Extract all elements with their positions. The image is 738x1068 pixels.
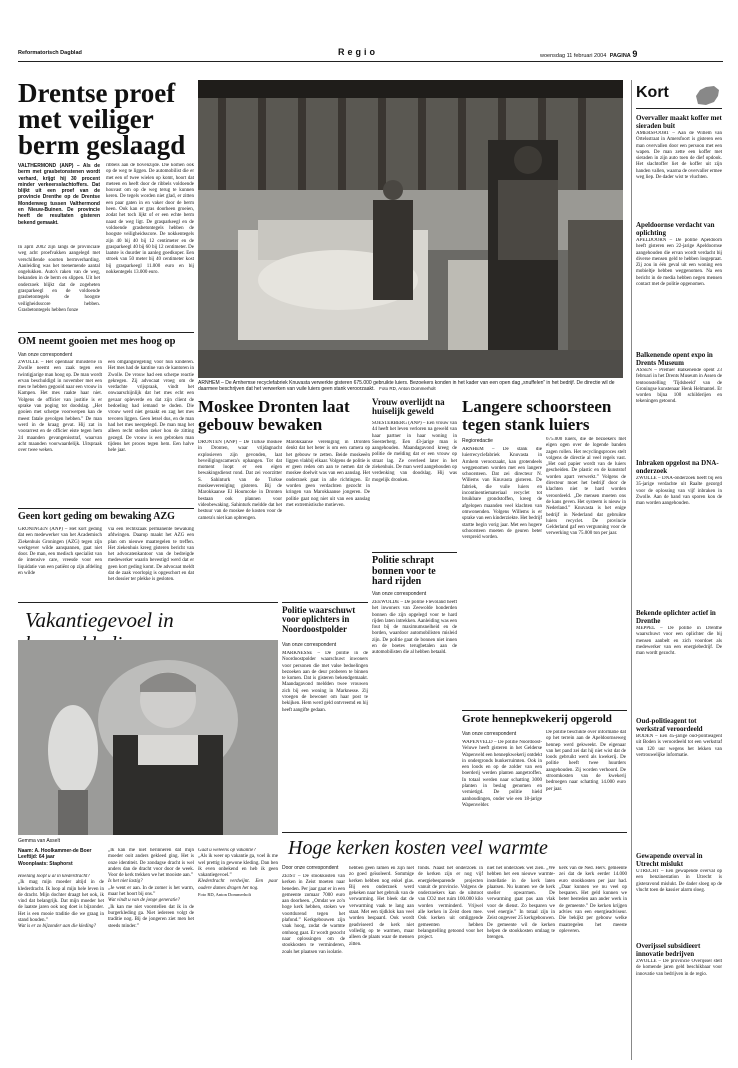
masthead-section: Regio bbox=[338, 47, 379, 57]
photo-caption-text: ARNHEM – De Arnhemse recyclefabriek Knuvasta verwerkte gisteren 675.000 gebruikte luiers. Bezoekers konden in het kader van een open dag „snuffelen” in het bedrijf. De directie wil de daarmee beschrijven dat het verwerken van vuile luiers geen stank veroorzaakt. bbox=[198, 380, 615, 392]
kort-item bbox=[636, 351, 722, 456]
masthead-rule bbox=[18, 61, 723, 62]
kort-item bbox=[636, 114, 722, 218]
kort-item-body: ZWOLLE – DNA-onderzoek heeft bij een 35-jarige verdachte uit Raalte gezorgd voor de oplossing van vijf inbraken in Zwolle. Aan de hand van sporen kon de man worden aangehouden. bbox=[636, 476, 722, 507]
moskee-headline: Moskee Dronten laat gebouw bewaken bbox=[198, 397, 350, 434]
kort-item bbox=[636, 459, 722, 606]
vakantie-q1: Hoelang loopt u al in klederdracht? bbox=[18, 874, 90, 879]
vakantie-q2: Wat is er zo bijzonder aan die kleding? bbox=[18, 924, 97, 930]
hoge-source: Door onze correspondent bbox=[282, 865, 339, 871]
kort-list bbox=[636, 111, 722, 1061]
photo-luierfabriek-caption bbox=[198, 380, 623, 393]
schoorsteen-col2: 675.000 luiers, die de bezoekers met eigen ogen over de logende banden zagen rollen. Het recyclingsproces stelt volgens de directie al veel regels vast. „Het oud papier wordt van de luiers gescheiden. De plastic en de kunststof worden apart verwerkt.” Volgens de directeur moet het bedrijf door de klachten niet te hard worden veroordeeld. „De mensen moeten ons de kans geven. Het systeem is nieuw in Nederland.” Knuvasta is het enige bedrijf in Nederland dat gebruikte luiers recyclet. De provincie Gelderland gaf een vergunning voor de verwerking van 75.000 ton per jaar. bbox=[546, 437, 626, 537]
waarschuwt-headline: Politie waarschuwt voor oplichters in Noordoostpolder bbox=[282, 605, 356, 634]
kort-item-body: UTRECHT – Een gewapende overval op een benzinestation in Utrecht is gisteravond mislukt. De dader sloeg op de vlucht toen de kassier alarm sloeg. bbox=[636, 869, 722, 893]
vrouw-body: SOESTERBERG (ANP) – Een vrouw van 44 heeft het leven verloren na geweld van haar partner in haar woning in Soesterberg. Een 43-jarige man is aangehouden. Maandagavond kreeg de politie de melding dat er een vrouw op straat lag. Ze overleed later in het ziekenhuis. De man werd aangehouden op verdenking van doodslag. Hij was mogelijk dronken. bbox=[372, 421, 457, 483]
kort-item bbox=[636, 609, 722, 714]
vakantie-a1: „Ik mag mijn moeder altijd in de klederdracht. Ik loop al mijn hele leven in de dracht. Mijn dochter draagt het ook, ik vind dat belangrijk. Dat mijn moeder het de laatste jaren ook nog doet is bijzonder. Het is een mooie traditie die we graag in stand houden.” bbox=[18, 880, 104, 924]
vakantie-q4: Wat vindt u van de jonge generatie? bbox=[108, 898, 181, 904]
photo-vrouw-klederdracht bbox=[18, 640, 278, 835]
kort-item-head: Overijssel subsidieert innovatie bedrijven bbox=[636, 942, 701, 958]
waarschuwt-source: Van onze correspondent bbox=[282, 642, 337, 648]
azg-col1: GRONINGEN (ANP) – Het kort geding dat een medewerker van het Academisch Ziekenhuis Groningen (AZG) tegen zijn werkgever wilde aanspannen, gaat niet door. De man, een medisch specialist van de intensive care, vreesde voor een liquidatie van een patiënt op zijn afdeling en wilde bbox=[18, 527, 102, 577]
vakantie-source-note: Klederdracht verdwijnt. Een paar oudere dames dragen het nog. bbox=[198, 879, 278, 891]
hennep-col2: De politie beschikte over informatie dat op het terrein aan de Apeldoornseweg hennep werd gekweekt. De eigenaar van het pand zei dat hij niet wist dat de loods gebruikt werd als kwekerij. De politie heeft twee huurders aangehouden. Zij worden verhoord. De stroomkosten van de kwekerij bedroegen naar schatting 14.000 euro per jaar. bbox=[546, 730, 626, 792]
schoorsteen-col1: ARNHEM – De stank die luierrecyclefabriek Knuvasta in Arnhem veroorzaakt, kan grotendeels weggenomen worden met een langere schoorsteen. Dat zei directeur N. Willems van Knuvasta gisteren. De fabriek, die vuile luiers en incontinentiemateriaal recyclet tot bruikbare grondstoffen, kreeg de afgelopen maanden veel klachten van omwonenden. Volgens Willems is er sprake van een kinderziekte. Het bedrijf startte begin vorig jaar. Met een hogere schoorsteen moeten de geuren beter verspreid worden. bbox=[462, 447, 542, 541]
azg-headline: Geen kort geding om bewaking AZG bbox=[18, 511, 175, 522]
hoge-headline: Hoge kerken kosten veel warmte bbox=[288, 837, 548, 859]
om-headline: OM neemt gooien met mes hoog op bbox=[18, 336, 176, 347]
netherlands-map-icon bbox=[692, 84, 722, 106]
hoge-col2: hebben geen ramen en zijn niet zo goed geïsoleerd. Sommige kerken hebben nog enkel glas. Bij een onderzoek werd gekeken naar het gebruik van de verwarming. Het bleek dat de verwarming vaak te lang aan staat. Met een tijdklok kan veel worden bespaard. Ook wordt geadviseerd de kerk niet volledig op te warmen, maar alleen de plaats waar de mensen zitten. bbox=[349, 866, 414, 947]
hennep-col1: WAPENVELD – De politie Noordoost-Veluwe heeft gisteren in het Gelderse Wapenveld een hennepkwekerij ontdekt in ondergronds bunkerruimten. Ook in een loods en op de zolder van een boerderij werden planten aangetroffen. In totaal werden naar schatting 3000 planten in beslag genomen en vernietigd. De politie hield aanhoudingen, onder wie een 18-jarige Wapenvelder. bbox=[462, 740, 542, 808]
schrapt-headline: Politie schrapt bonnen voor te hard rijden bbox=[372, 555, 436, 587]
photo-credit: Foto RD, Anton Dommerholt bbox=[379, 386, 436, 391]
om-col2: een omgangsregeling voor hun kinderen. Het mes had de kantine van de kantoren in Zwolle. De vrouw had een scherpe reactie gekregen. Zij advocaat vroeg om de verdachte vrijspraak, vindt het onwaarschijnlijk dat het mes echt een gevaar opleverde en dat zijn client de bedoeling had iemand te doden. Die vrouw werd niet geraakt en zag het mes tevoren liggen. Geen letsel dus, en de man had het mes neergelegd. De man mag het alleen recht stellen zeker hou de zitting gezegd. De vrouw is een gebroken man tijdens het proces tegen hem. Een halve hele jaar. bbox=[108, 360, 194, 454]
kort-item-head: Oud-politieagent tot werkstraf veroordeeld bbox=[636, 717, 703, 733]
kort-item-body: AMERSFOORT – Aan de Willem van Ortelsstraat in Amersfoort is gisteren een man overvallen door een persoon met een wapen. De man zette een koffer met sieraden in zijn auto toen de dief opdook. Het slachtoffer liet de koffer uit zijn handen vallen, waarna de overvaller ermee weg liep. De dader wist te vluchten. bbox=[636, 131, 722, 181]
om-col1: ZWOLLE – Het openbaar ministerie in Zwolle neemt een zaak tegen een twintigjarige man hoog op. De man wordt ervan beschuldigd in november met een mes te hebben gegooid naar een vrouw in Kampen. Het mes raakte haar niet. Volgens de officier van justitie is er sprake van poging tot doodslag. „Het gooien met scherpe voorwerpen kan de meest fatale gevolgen hebben.” De man werd in de kraag gevat. Hij zat in voorarrest en de officier eiste tegen hem 24 maanden gevangenisstraf, waarvan acht maanden voorwaardelijk. Uitspraak over twee weken. bbox=[18, 360, 102, 454]
kort-item bbox=[636, 717, 722, 849]
vakantie-name: Naam: A. Hoolkammer-de Boer bbox=[18, 848, 92, 854]
vakantie-place: Woonplaats: Staphorst bbox=[18, 860, 73, 867]
azg-col2: via een rechtszaak permanente bewaking afdwingen. Daarop maakt het AZG een plan om nieuwe maatregelen te treffen. Het ziekenhuis kreeg gisteren bericht van het advocatenkantoor van de bedreigde medewerker waarin bevestigd werd dat er geen kort geding komt. De advocaat meldt dat de zaak voorlopig is opgeschort en dat het dossier ter plekke is gesloten. bbox=[108, 527, 194, 583]
main-col2: ribbels aan de bovenzijde. Die komen ook op de weg te liggen. De automobilist die er met een of twee wielen op komt, hoort dat meteen en heeft door de ribbels voldoende houvast om op de weg terug te kunnen keren. De tegels worden niet glad, er zitten een paar gaten in en vaker door de berm heen. Ook kan er gras doorheen groeien, zodat het toch lijkt of er een echte berm naast de weg ligt. De grasparkeegl en de voldoende grasbetontegels hebben de hoogste veiligheidsscore. De nokkentegels zijn 40 bij 40 bij 12 centimeter en de grasparkeegl 40 bij 60 bij 12 centimeter. De laatste is duurder in aanleg goedkoper. Een stroek van 50 meter bij 40 centimeter kost bij grasparkeegl 11.000 euro en bij nokkentegels 13.000 euro. bbox=[106, 163, 194, 276]
photo-luierfabriek-image bbox=[198, 80, 623, 378]
kort-title: Kort bbox=[636, 84, 669, 101]
masthead-paper: Reformatorisch Dagblad bbox=[18, 50, 82, 56]
schrapt-source: Van onze correspondent bbox=[372, 591, 427, 597]
rule-om bbox=[18, 332, 194, 333]
vakantie-photo-credit: Gemma van Asselt bbox=[18, 838, 60, 844]
main-headline: Drentse proef met veiliger berm geslaagd bbox=[18, 78, 186, 160]
kort-item-body: ASSEN – Premier Balkenende opent 23 februari in het Drents Museum in Assen de tentoonstelling 'Tijdsbeeld' van de Groningse kunstenaar Henk Helmantel. Er worden bijna 100 schilderijen en tekeningen getoond. bbox=[636, 368, 722, 405]
moskee-col2: Marokkaanse vereniging in Dronten denkt dat het beter is om een camera op het gebouw te zetten. Beide moskeeën liggen vlakbij elkaar. Volgens de politie is er geen reden om aan te nemen dat de moskee doelwit was van een aanslag. Het onderzoek gaat in alle richtingen. Er worden geen verdachten gezocht in kringen van Marokkaanse jongeren. De politie gaat nog niet uit van een aanslag met extremistische motieven. bbox=[286, 440, 370, 508]
hennep-headline: Grote hennepkwekerij opgerold bbox=[462, 713, 612, 725]
vakantie-col2 bbox=[108, 848, 194, 1058]
rule-kort-top bbox=[636, 108, 722, 109]
main-lead: VALTHERMOND (ANP) – Als de berm met grasbetonstenen wordt verhard, krijgt hij 30 procent minder verkeersslachtoffers. Dat blijkt uit een proef van de provincie Drenthe op de Drentse Mondenweg tussen Valthermond en Nieuw-Buinen. De provincie heeft de resultaten gisteren bekend gemaakt. bbox=[18, 163, 100, 226]
kort-item-body: APELDOORN – De politie Apeldoorn heeft gisteren een 22-jarige Apeldoornse aangehouden die ervan wordt verdacht bij diverse mensen geld te hebben losgepraat. Zij zou in één geval uit een woning een mobieltje hebben weggenomen. Na een bericht in de media hebben negen mensen contact met de politie opgenomen. bbox=[636, 238, 722, 288]
masthead-date-block bbox=[540, 49, 637, 59]
rule-schrapt bbox=[372, 552, 457, 553]
hoge-col4: niet het onderzoek wel zien. „We hebben het een nieuwe warmte-instellatie in de kerk laten plaatsen. Nu kunnen we de kerk sneller opwarmen. De verwarming gaat pas aan vlak voor de dienst. Zo besparen we veel energie.” In totaal zijn in Zeist ongeveer 25 kerkgebouwen. De gemeente wil de kerken helpen de stookkosten omlaag te brengen. bbox=[487, 866, 555, 941]
vakantie-age: Leeftijd: 64 jaar bbox=[18, 854, 55, 861]
vakantie-headline: Vakantiegevoel in bbox=[25, 608, 174, 632]
rule-waarschuwt bbox=[282, 602, 368, 603]
schoorsteen-headline: Langere schoorsteen tegen stank luiers bbox=[462, 397, 612, 434]
vakantie-credit: Foto RD, Anton Dommerholt bbox=[198, 892, 252, 898]
kort-item bbox=[636, 942, 722, 1049]
waarschuwt-body: MARKNESSE – De politie in de Noordoostpolder waarschuwt inwoners voor personen die met valse bedoelingen bezoeken aan de deur proberen te binnen te komen. Dat is gisteren bekendgemaakt. Maandagavond meldden twee vrouwen zich bij een woning in Marknesse. Zij vroegen de bewoner om haar post te bekijken. Hem werd geld ontvreemd en hij heeft aangifte gedaan. bbox=[282, 651, 368, 713]
kort-item-head: Balkenende opent expo in Drents Museum bbox=[636, 351, 713, 367]
kort-item-head: Gewapende overval in Utrecht mislukt bbox=[636, 852, 703, 868]
hoge-col1: ZEIST – De stookkosten van kerken in Zeist moeten naar beneden. Per jaar gaat er in een gemeente zomaar 7000 euro aan doorheen. „Omdat we zo'n hoge kerk hebben, stoken we voortdurend tegen het plafond.” Kerkgebouwen zijn vaak hoog, zodat de warmte omhoog gaat. Er wordt gezocht naar oplossingen om de stookkosten te verminderen, zoals het plaatsen van isolatie. bbox=[282, 874, 345, 955]
kort-item-body: MEPPEL – De politie in Drenthe waarschuwt voor een oplichter die bij mensen aanbelt en zich voordoet als medewerker van een energiebedrijf. De man wordt gezocht. bbox=[636, 626, 722, 657]
kort-header bbox=[636, 84, 722, 106]
kort-item-head: Bekende oplichter actief in Drenthe bbox=[636, 609, 716, 625]
kort-item bbox=[636, 852, 722, 939]
vrouw-headline: Vrouw overlijdt na huiselijk geweld bbox=[372, 397, 445, 417]
rule-kort-divider bbox=[631, 80, 632, 1060]
kort-item bbox=[636, 221, 722, 348]
vakantie-a5: „Als ik weer op vakantie ga, voel ik me wel prettig in gewone kleding. Dan ben ik even onbekend en heb ik geen vakantiegevoel.” bbox=[198, 854, 278, 879]
kort-item-head: Apeldoornse verdacht van oplichting bbox=[636, 221, 715, 237]
schoorsteen-source: Regioredactie bbox=[462, 438, 493, 444]
masthead-date: woensdag 11 februari 2004 bbox=[540, 53, 607, 59]
rule-hoge bbox=[282, 832, 627, 833]
vakantie-a2: „Ik kan me niet herinneren dat mijn moeder ooit anders gekleed ging. Het is onze identiteit. De zondagse dracht is wel anders dan de dracht voor door de week. Voor de kerk trekken we het mooiste aan.” bbox=[108, 848, 194, 879]
moskee-col1: DRONTEN (ANP) – De Turkse moskee in Dronten, waar vrijdagnacht explosieven zijn gevonden, laat beveiligingscamera's ophangen. Tot dat moment loopt er een eigen bewakingsdienst rond. Dat zei voorzitter S. Sahinturk van de Turkse moskeevereniging gisteren. Bij de Marokkaanse El Houmcoke in Dronten bestaan ook plannen voor videobewaking. Sahinturk meldde dat het bestuur van de moskee de kosten voor de camera's niet kan opbrengen. bbox=[198, 440, 282, 521]
main-col1: In april 2002 zijn langs de provinciale weg acht proefvakken aangelegd met verschillende soorten bermverharding. Aanleiding was het toenemende aantal ongelukken. Auto's raken van de weg, bekanden in de berm en slippen. Uit het onderzoek blijkt dat de zogeheten grasparkeegl en de voldoende grasbetontegels de hoogste veiligheidsscore hebben. Grasbetontegels hebben fonze bbox=[18, 245, 100, 313]
schrapt-body: ZEEWOLDE – De politie Flevoland heeft het inwoners van Zeewolde honderden bonnen die zijn opgelegd voor te hard rijden laten intrekken. Aanleiding was een fout bij de maximumsnelheid en de borden, waardoor automobilisten misleid zijn. De politie gaat de bonnen niet innen en de boetes terugbetalen aan de automobilisten die al hebben betaald. bbox=[372, 600, 457, 656]
rule-vakantie bbox=[18, 602, 278, 603]
vakantie-col1 bbox=[18, 874, 104, 1059]
rule-hennep bbox=[462, 710, 627, 711]
masthead-page-number: 9 bbox=[632, 49, 638, 59]
kort-item-head: Overvaller maakt koffer met sieraden buit bbox=[636, 114, 722, 130]
vakantie-col3 bbox=[198, 848, 278, 1058]
hoge-col3: fonds. Naast het onderzoek in de kerken zijn er nog vijf energiebesparende projecten vanuit de provincie. Volgens de onderzoekers kan de uitstoot van CO2 met ruim 100.000 kilo worden verminderd. Vrijwel alle kerken in Zeist doen mee. Ook kerken uit omliggende gemeenten hebben belangstelling getoond voor het project. bbox=[418, 866, 483, 941]
vakantie-q5: Gaat u weleens op vakantie? bbox=[198, 848, 256, 853]
vakantie-a4: „Ik kan me niet voorstellen dat ik in de burgerkleding ga. Niet iedereen volgt de traditie nog. Bij de jongeren ziet men het steeds minder.” bbox=[108, 904, 194, 929]
photo-luierfabriek bbox=[198, 80, 623, 378]
rule-azg bbox=[18, 508, 194, 509]
kort-item-head: Inbraken opgelost na DNA-onderzoek bbox=[636, 459, 719, 475]
vakantie-q3: Is het niet lastig? bbox=[108, 879, 143, 885]
kort-item-body: ZWOLLE – De provincie Overijssel stelt de komende jaren geld beschikbaar voor innovatie van bedrijven in de regio. bbox=[636, 959, 722, 977]
vakantie-profile bbox=[18, 848, 104, 872]
hennep-source: Van onze correspondent bbox=[462, 731, 517, 737]
om-source: Van onze correspondent bbox=[18, 352, 73, 358]
masthead-page-label: PAGINA bbox=[609, 53, 631, 59]
photo-vrouw-image bbox=[18, 640, 278, 835]
vakantie-a3: „Je went er aan. In de zomer is het warm, maar het hoort bij ons.” bbox=[108, 885, 194, 898]
hoge-col5: kerk van de Ned. Herv. gemeente zei dat de kerk eerder 14.000 euro stookkosten per jaar had. „Daar kunnen we nu veel op besparen. Het geld kunnen we beter besteden aan ander werk in de gemeente.” De kerken krijgen advies van een energieadviseur. Die bekijkt per gebouw welke maatregelen het meeste opleveren. bbox=[559, 866, 627, 934]
kort-item-body: BODEN – Een 45-jarige oud-politieagent uit Boden is veroordeeld tot een werkstraf van 120 uur wegens het lekken van vertrouwelijke informatie. bbox=[636, 734, 722, 758]
